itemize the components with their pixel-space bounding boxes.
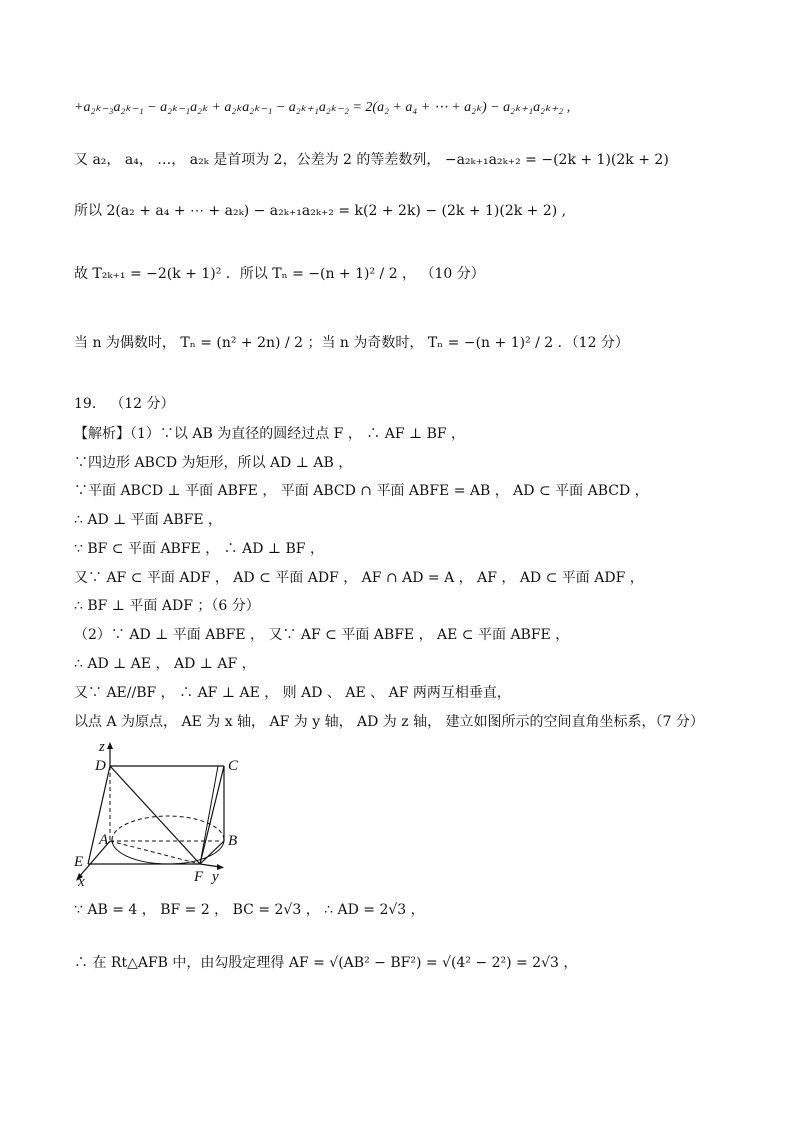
solution-line-13: ∴ 在 Rt△AFB 中，由勾股定理得 AF = √(AB² − BF²) = √(4² − 2²) = 2√3 ， — [74, 955, 578, 971]
label-B: B — [228, 833, 238, 849]
solution-line-12: ∵ AB = 4 ， BF = 2 ， BC = 2√3 ， ∴ AD = 2√3 ， — [74, 902, 425, 918]
label-z: z — [99, 739, 105, 755]
label-y: y — [212, 869, 219, 885]
text-line-4: 故 T₂ₖ₊₁ = −2(k + 1)² ．所以 Tₙ = −(n + 1)² / 2 ， （10 分） — [74, 266, 485, 282]
label-C: C — [228, 758, 239, 774]
edge-DF — [110, 766, 200, 864]
geometry-figure — [70, 738, 260, 888]
label-A: A — [99, 832, 109, 848]
text-line-2: 又 a₂， a₄， …， a₂ₖ 是首项为 2，公差为 2 的等差数列， −a₂ₖ₊₁a₂ₖ₊₂ = −(2k + 1)(2k + 2) — [74, 152, 669, 168]
solution-line-11: 以点 A 为原点， AE 为 x 轴， AF 为 y 轴， AD 为 z 轴， 建立如图所示的空间直角坐标系，（7 分） — [74, 714, 704, 730]
edge-AF — [110, 841, 200, 864]
z-axis-arrow — [107, 742, 113, 749]
label-E: E — [74, 854, 84, 870]
geometry-figure-svg — [70, 738, 260, 888]
edge-DE — [88, 766, 110, 864]
label-x: x — [78, 874, 85, 888]
solution-line-10: 又∵ AE//BF ， ∴ AF ⊥ AE ， 则 AD 、 AE 、 AF 两两互相垂直， — [74, 685, 511, 701]
text-line-5: 当 n 为偶数时， Tₙ = (n² + 2n) / 2 ；当 n 为奇数时， Tₙ = −(n + 1)² / 2 ．（12 分） — [74, 335, 629, 351]
solution-line-3: ∵平面 ABCD ⊥ 平面 ABFE ， 平面 ABCD ∩ 平面 ABFE = AB ， AD ⊂ 平面 ABCD ， — [74, 483, 649, 499]
solution-line-7: ∴ BF ⊥ 平面 ADF ；（6 分） — [74, 598, 260, 614]
label-F: F — [194, 869, 204, 885]
solution-line-6: 又∵ AF ⊂ 平面 ADF ， AD ⊂ 平面 ADF ， AF ∩ AD = A ， AF ， AD ⊂ 平面 ADF ， — [74, 570, 644, 586]
solution-line-9: ∴ AD ⊥ AE ， AD ⊥ AF ， — [74, 656, 256, 672]
solution-line-1: 【解析】（1）∵以 AB 为直径的圆经过点 F ， ∴ AF ⊥ BF ， — [74, 426, 466, 442]
text-line-1: +a₂ₖ₋₃a₂ₖ₋₁ − a₂ₖ₋₁a₂ₖ + a₂ₖa₂ₖ₋₁ − a₂ₖ₊₁a₂ₖ₋₂ = 2(a₂ + a₄ + ⋯ + a₂ₖ) − a₂ₖ₊₁a₂ₖ₊₂ , — [74, 100, 571, 115]
text-line-3: 所以 2(a₂ + a₄ + ⋯ + a₂ₖ) − a₂ₖ₊₁a₂ₖ₊₂ = k(2 + 2k) − (2k + 1)(2k + 2) , — [74, 203, 567, 219]
solution-line-2: ∵四边形 ABCD 为矩形，所以 AD ⊥ AB ， — [74, 455, 353, 471]
question-number: 19． （12 分） — [74, 396, 175, 412]
solution-line-4: ∴ AD ⊥ 平面 ABFE ， — [74, 512, 222, 528]
ellipse-front-arc — [112, 840, 224, 864]
solution-line-8: （2）∵ AD ⊥ 平面 ABFE ， 又∵ AF ⊂ 平面 ABFE ， AE ⊂ 平面 ABFE ， — [74, 627, 570, 643]
solution-line-5: ∵ BF ⊂ 平面 ABFE ， ∴ AD ⊥ BF ， — [74, 541, 324, 557]
label-D: D — [95, 758, 106, 774]
